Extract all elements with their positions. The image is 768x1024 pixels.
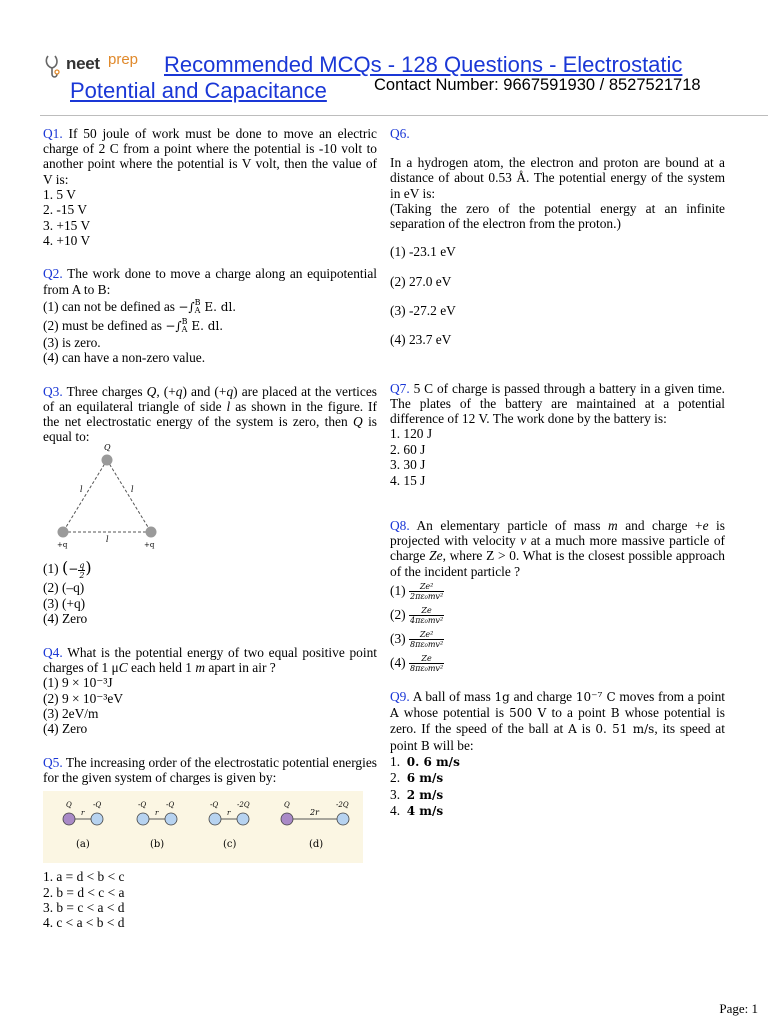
option[interactable]: (1) (− $\frac{q}{2}$ ) [43, 558, 92, 580]
option[interactable]: (4) Zero [43, 611, 88, 627]
option[interactable]: 2. -15 V [43, 202, 88, 218]
right-column [390, 126, 725, 820]
question-9-options [390, 754, 725, 820]
svg-text:l: l [106, 535, 109, 545]
option[interactable]: (1) 9 × 10⁻³J [43, 675, 113, 691]
option[interactable]: (2) 9 × 10⁻³eV [43, 690, 123, 706]
question-2 [43, 266, 377, 296]
question-text: The work done to move a charge along an equipotential from A to B: [43, 266, 377, 297]
svg-text:(b): (b) [150, 839, 165, 851]
question-note: (Taking the zero of the potential energy at an infinite separation of the electron from the proton.) [390, 200, 725, 232]
document-title-link-line2[interactable]: Potential and Capacitance [70, 78, 327, 103]
option[interactable]: 3. +15 V [43, 217, 91, 233]
svg-text:Q: Q [66, 801, 72, 810]
option[interactable]: 4. 4 m/s [390, 803, 444, 819]
question-9: Q9. A ball of mass 1g and charge 10⁻⁷ C moves from a point A whose potential is 500 V to a point B whose potential is zero. If the speed of the ball at A is 0. 51 m/s, its speed at point B will be: [390, 688, 725, 753]
svg-text:(a): (a) [76, 839, 90, 851]
question-number: Q6. [390, 126, 410, 141]
svg-text:-Q: -Q [93, 801, 102, 810]
question-text: If 50 joule of work must be done to move an electric charge of 2 C from a point where the potential is -10 volt to another point where the potential is V volt, then the value of V is: [43, 126, 377, 187]
integral-expression: −∫ B A E. dl. [165, 317, 224, 335]
option[interactable]: (2) must be defined as −∫ B A E. dl. [43, 317, 224, 335]
svg-text:2r: 2r [310, 808, 319, 818]
option[interactable]: (2) $\frac{Ze}{\text{4πε₀mv²}}$ [390, 606, 444, 626]
stethoscope-icon [44, 52, 66, 80]
logo-text: neet [66, 54, 100, 73]
left-column [43, 126, 377, 931]
svg-text:-Q: -Q [166, 801, 175, 810]
svg-text:-2Q: -2Q [237, 801, 250, 810]
question-number: Q9. [390, 688, 410, 704]
option[interactable]: (3) 2eV/m [43, 705, 99, 721]
question-number: Q1. [43, 126, 63, 141]
question-5 [43, 755, 377, 785]
option[interactable]: (4) Zero [43, 721, 88, 737]
document-title-link[interactable]: Recommended MCQs - 128 Questions - Electrostatic [164, 52, 683, 77]
svg-text:+q: +q [144, 541, 155, 550]
question-number: Q5. [43, 754, 63, 770]
svg-text:r: r [155, 809, 159, 818]
triangle-charges-figure [47, 444, 177, 556]
svg-text:-Q: -Q [138, 801, 147, 810]
option[interactable]: (1) can not be defined as −∫ B A E. dl. [43, 298, 237, 316]
question-2-options [43, 297, 377, 366]
option[interactable]: 4. 15 J [390, 472, 426, 488]
option[interactable]: (4) can have a non-zero value. [43, 350, 206, 366]
header-divider [40, 115, 768, 116]
question-7-options [390, 426, 725, 488]
option[interactable]: (3) -27.2 eV [390, 303, 456, 319]
svg-text:-2Q: -2Q [336, 801, 349, 810]
question-1 [43, 126, 377, 187]
option[interactable]: (2) 27.0 eV [390, 273, 452, 289]
option[interactable]: (2) (–q) [43, 580, 85, 596]
question-text: The increasing order of the electrostatic potential energies for the given system of charges is given by: [43, 754, 378, 785]
question-8-options [390, 579, 725, 675]
option[interactable]: 4. +10 V [43, 233, 91, 249]
option[interactable]: (1) -23.1 eV [390, 244, 456, 260]
question-1-options [43, 187, 377, 249]
question-6 [390, 126, 725, 141]
question-number: Q8. [390, 518, 410, 534]
option[interactable]: 1. 120 J [390, 426, 433, 442]
option[interactable]: 3. 2 m/s [390, 786, 444, 802]
svg-text:-Q: -Q [210, 801, 219, 810]
svg-text:Q: Q [104, 444, 111, 453]
question-5-options [43, 869, 377, 931]
svg-text:l: l [131, 485, 134, 495]
question-4-options [43, 675, 377, 737]
svg-text:Q: Q [284, 801, 290, 810]
option[interactable]: (1) $\frac{\text{Ze²}}{\text{2πε₀mv²}}$ [390, 582, 444, 602]
option[interactable]: (3) (+q) [43, 595, 86, 611]
question-3-options [43, 556, 377, 626]
question-text: 5 C of charge is passed through a battery in a given time. The plates of the battery are maintained at a potential difference of 12 V. The work done by the battery is: [390, 380, 725, 427]
option[interactable]: 2. 60 J [390, 441, 426, 457]
svg-text:(d): (d) [309, 839, 324, 851]
question-text: In a hydrogen atom, the electron and proton are bound at a distance of about 0.53 Å. The potential energy of the system in eV is: [390, 155, 725, 201]
logo-text-prep: prep [108, 51, 139, 68]
question-number: Q4. [43, 644, 63, 660]
option[interactable]: 2. b = d < c < a [43, 884, 125, 900]
integral-expression: −∫ B A E. dl. [178, 298, 237, 316]
contact-number: Contact Number: 9667591930 / 8527521718 [374, 76, 701, 94]
option[interactable]: (4) $\frac{Ze}{\text{8πε₀mv²}}$ [390, 654, 444, 674]
option[interactable]: (3) $\frac{\text{Ze²}}{\text{8πε₀mv²}}$ [390, 630, 444, 650]
question-4: Q4. What is the potential energy of two equal positive point charges of 1 μC each held 1 m apart in air ? [43, 644, 377, 675]
page-number: Page: 1 [719, 1000, 758, 1016]
question-7 [390, 381, 725, 427]
option[interactable]: 3. 30 J [390, 457, 426, 473]
charge-systems-figure [43, 791, 363, 863]
svg-text:(c): (c) [223, 839, 237, 851]
svg-text:r: r [81, 809, 85, 818]
question-number: Q2. [43, 266, 63, 282]
question-number: Q7. [390, 380, 410, 396]
question-6-options [390, 244, 725, 348]
svg-text:+q: +q [57, 541, 68, 550]
option[interactable]: (3) is zero. [43, 334, 101, 350]
question-number: Q3. [43, 383, 63, 399]
option[interactable]: 2. 6 m/s [390, 770, 444, 786]
page-header [0, 0, 768, 116]
neetprep-logo[interactable] [44, 52, 144, 80]
option[interactable]: 1. 0. 6 m/s [390, 753, 460, 769]
option[interactable]: (4) 23.7 eV [390, 332, 452, 348]
question-8: Q8. An elementary particle of mass m and charge +e is projected with velocity v at a much more massive particle of charge Ze, where Z > 0. What is the closest possible approach of the incident particle ? [390, 518, 725, 579]
svg-text:r: r [227, 809, 231, 818]
option[interactable]: 4. c < a < b < d [43, 915, 125, 931]
option[interactable]: 1. 5 V [43, 186, 76, 202]
svg-text:l: l [80, 485, 83, 495]
option[interactable]: 3. b = c < a < d [43, 899, 125, 915]
option[interactable]: 1. a = d < b < c [43, 869, 125, 885]
question-3: Q3. Three charges Q, (+q) and (+q) are placed at the vertices of an equilateral triangle of side l as shown in the figure. If the net electrostatic energy of the system is zero, then Q is equal to: [43, 383, 378, 445]
